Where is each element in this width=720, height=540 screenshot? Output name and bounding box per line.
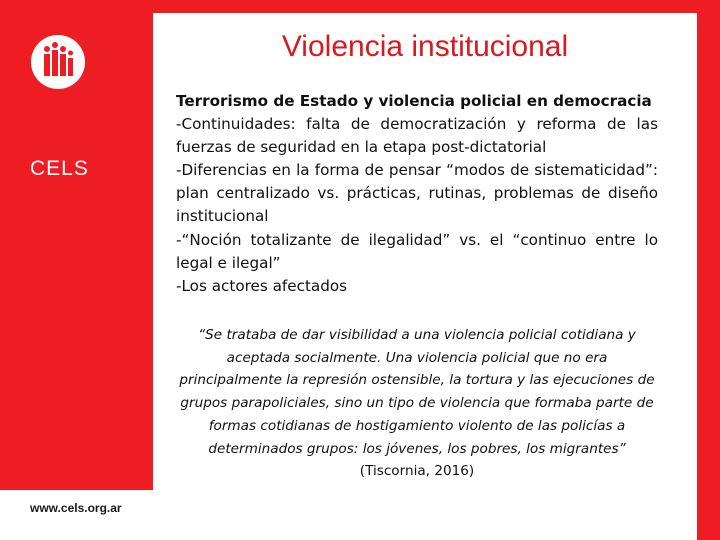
quote-citation: (Tiscornia, 2016) (359, 463, 475, 480)
slide-body (176, 90, 658, 298)
bullet-item: -Diferencias en la forma de pensar “modos de sistematicidad”: plan centralizado vs. prácticas, rutinas, problemas de diseño institucional (176, 161, 658, 226)
quote-block (176, 324, 658, 483)
bullet-item: -Los actores afectados (176, 276, 348, 295)
footer-strip (0, 490, 153, 540)
website-link[interactable]: www.cels.org.ar (30, 501, 122, 515)
bullet-item: -“Noción totalizante de ilegalidad” vs. el “continuo entre lo legal e ilegal” (176, 230, 658, 272)
quote-text: “Se trataba de dar visibilidad a una violencia policial cotidiana y aceptada socialmente. Una violencia policial que no era principalmente la represión ostensible, la tortura y las ejecuciones de grupos parapoliciales, sino un tipo de violencia que formaba parte de formas cotidianas de hostigamiento violento de las policías a determinados grupos: los jóvenes, los pobres, los migrantes” (179, 327, 655, 457)
org-name: CELS (30, 157, 89, 180)
bullet-item: -Continuidades: falta de democratización y reforma de las fuerzas de seguridad en la etapa post-dictatorial (176, 115, 658, 157)
slide-heading: Terrorismo de Estado y violencia policial en democracia (176, 92, 652, 110)
cels-logo-icon (30, 34, 86, 90)
slide-title: Violencia institucional (281, 30, 569, 63)
